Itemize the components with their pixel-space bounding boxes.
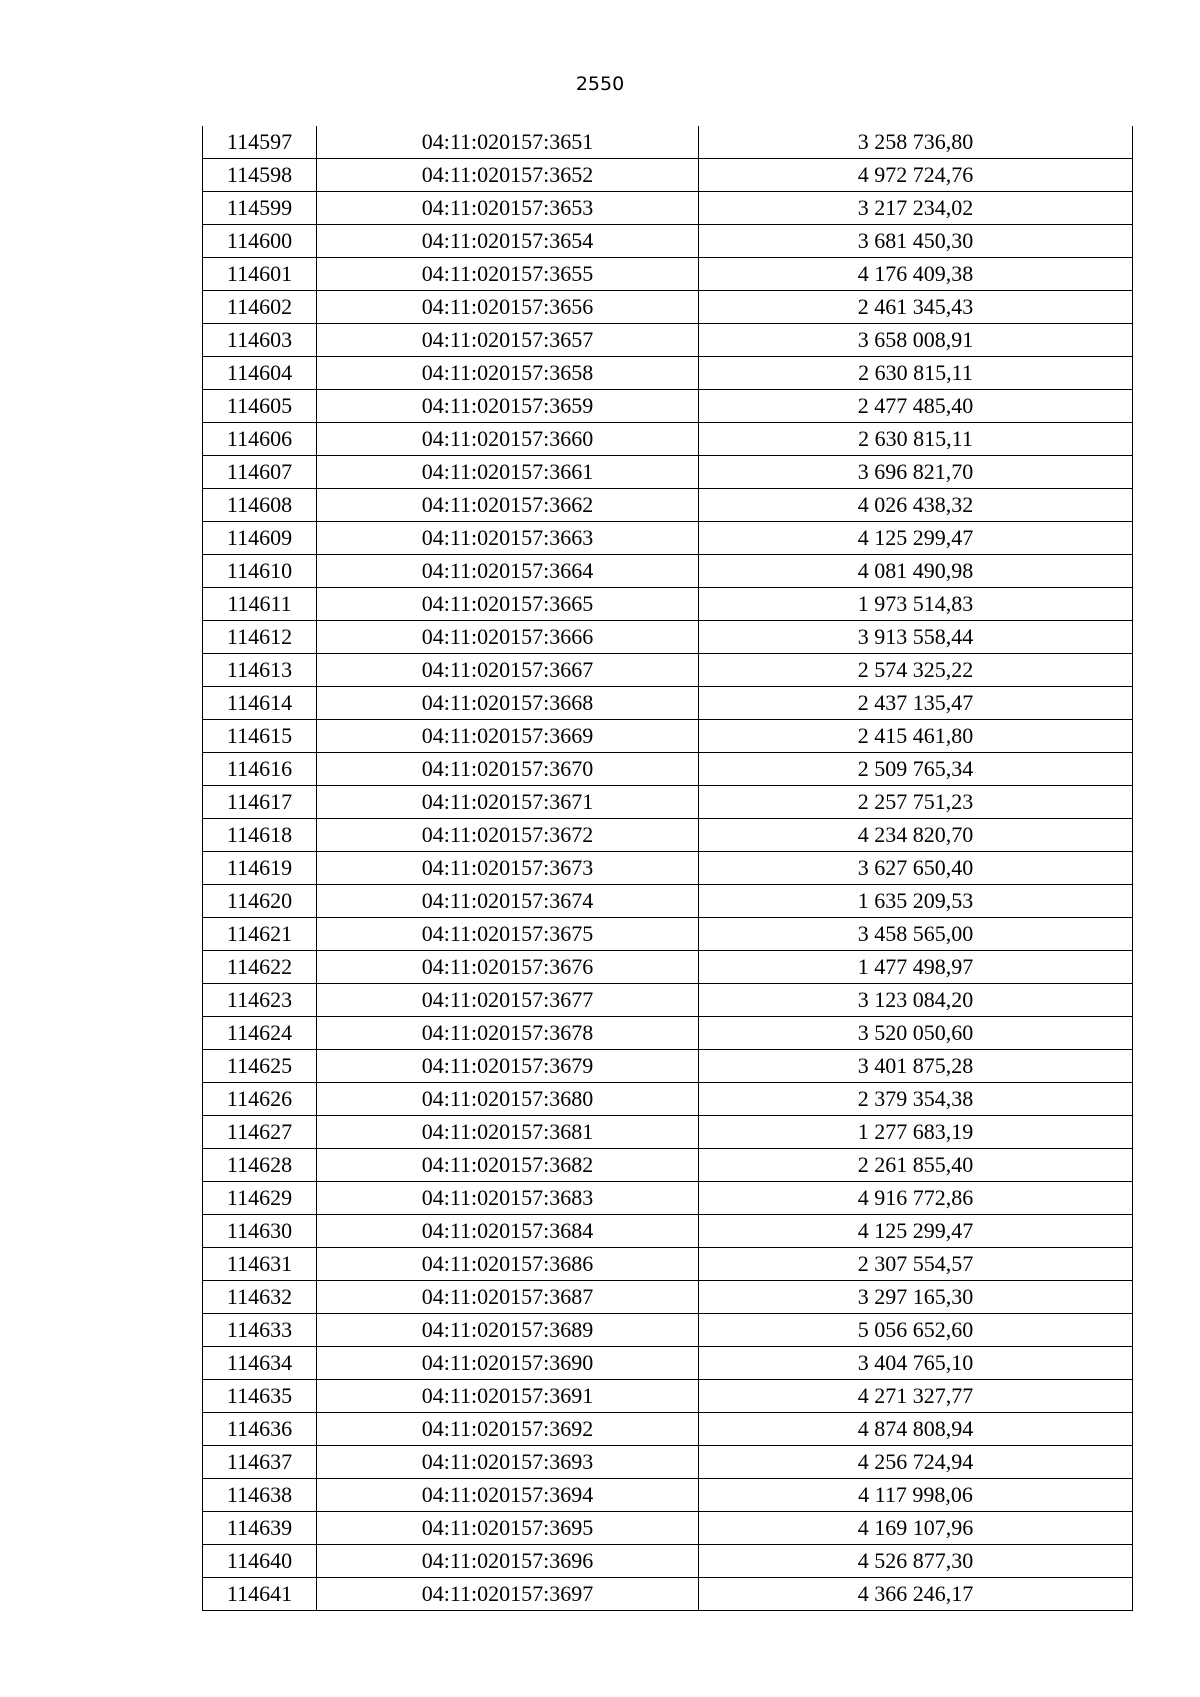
table-row [203, 588, 1133, 621]
cadastral-value-cell: 4 234 820,70 [699, 819, 1133, 852]
cadastral-number-cell: 04:11:020157:3690 [317, 1347, 699, 1380]
table-row [203, 918, 1133, 951]
cadastral-number-cell: 04:11:020157:3697 [317, 1578, 699, 1611]
cadastral-number-cell: 04:11:020157:3689 [317, 1314, 699, 1347]
table-row [203, 753, 1133, 786]
cadastral-value-cell: 3 258 736,80 [699, 126, 1133, 159]
row-number-cell: 114636 [203, 1413, 317, 1446]
table-row [203, 1512, 1133, 1545]
cadastral-number-cell: 04:11:020157:3675 [317, 918, 699, 951]
row-number-cell: 114621 [203, 918, 317, 951]
cadastral-value-cell: 3 217 234,02 [699, 192, 1133, 225]
row-number-cell: 114622 [203, 951, 317, 984]
table-row [203, 621, 1133, 654]
row-number-cell: 114625 [203, 1050, 317, 1083]
cadastral-number-cell: 04:11:020157:3677 [317, 984, 699, 1017]
row-number-cell: 114623 [203, 984, 317, 1017]
row-number-cell: 114606 [203, 423, 317, 456]
table-row [203, 291, 1133, 324]
row-number-cell: 114611 [203, 588, 317, 621]
cadastral-value-cell: 2 307 554,57 [699, 1248, 1133, 1281]
cadastral-number-cell: 04:11:020157:3681 [317, 1116, 699, 1149]
row-number-cell: 114618 [203, 819, 317, 852]
cadastral-value-cell: 1 477 498,97 [699, 951, 1133, 984]
table-row [203, 951, 1133, 984]
cadastral-number-cell: 04:11:020157:3663 [317, 522, 699, 555]
row-number-cell: 114609 [203, 522, 317, 555]
table-row [203, 1083, 1133, 1116]
cadastral-number-cell: 04:11:020157:3659 [317, 390, 699, 423]
cadastral-number-cell: 04:11:020157:3678 [317, 1017, 699, 1050]
table-row [203, 1578, 1133, 1611]
table-row [203, 1347, 1133, 1380]
row-number-cell: 114639 [203, 1512, 317, 1545]
cadastral-number-cell: 04:11:020157:3651 [317, 126, 699, 159]
row-number-cell: 114603 [203, 324, 317, 357]
table-row [203, 225, 1133, 258]
row-number-cell: 114612 [203, 621, 317, 654]
table-row [203, 687, 1133, 720]
cadastral-value-cell: 5 056 652,60 [699, 1314, 1133, 1347]
cadastral-value-cell: 3 401 875,28 [699, 1050, 1133, 1083]
cadastral-value-cell: 3 520 050,60 [699, 1017, 1133, 1050]
cadastral-value-cell: 3 696 821,70 [699, 456, 1133, 489]
table-row [203, 720, 1133, 753]
table-row [203, 819, 1133, 852]
cadastral-number-cell: 04:11:020157:3682 [317, 1149, 699, 1182]
table-row [203, 1215, 1133, 1248]
cadastral-number-cell: 04:11:020157:3661 [317, 456, 699, 489]
cadastral-number-cell: 04:11:020157:3696 [317, 1545, 699, 1578]
cadastral-value-cell: 3 681 450,30 [699, 225, 1133, 258]
cadastral-number-cell: 04:11:020157:3662 [317, 489, 699, 522]
cadastral-number-cell: 04:11:020157:3683 [317, 1182, 699, 1215]
cadastral-value-cell: 3 658 008,91 [699, 324, 1133, 357]
cadastral-number-cell: 04:11:020157:3658 [317, 357, 699, 390]
table-row [203, 654, 1133, 687]
table-row [203, 1380, 1133, 1413]
cadastral-value-cell: 4 256 724,94 [699, 1446, 1133, 1479]
table-row [203, 1314, 1133, 1347]
table-row [203, 555, 1133, 588]
table-row [203, 1446, 1133, 1479]
cadastral-value-cell: 4 366 246,17 [699, 1578, 1133, 1611]
row-number-cell: 114619 [203, 852, 317, 885]
table-row [203, 1182, 1133, 1215]
cadastral-value-cell: 4 526 877,30 [699, 1545, 1133, 1578]
cadastral-number-cell: 04:11:020157:3679 [317, 1050, 699, 1083]
row-number-cell: 114632 [203, 1281, 317, 1314]
row-number-cell: 114602 [203, 291, 317, 324]
cadastral-value-cell: 4 271 327,77 [699, 1380, 1133, 1413]
table-row [203, 786, 1133, 819]
cadastral-number-cell: 04:11:020157:3684 [317, 1215, 699, 1248]
cadastral-number-cell: 04:11:020157:3656 [317, 291, 699, 324]
table-row [203, 258, 1133, 291]
cadastral-number-cell: 04:11:020157:3672 [317, 819, 699, 852]
cadastral-value-cell: 2 415 461,80 [699, 720, 1133, 753]
table-row [203, 126, 1133, 159]
cadastral-value-cell: 4 081 490,98 [699, 555, 1133, 588]
row-number-cell: 114627 [203, 1116, 317, 1149]
table-row [203, 984, 1133, 1017]
cadastral-value-cell: 2 477 485,40 [699, 390, 1133, 423]
table-row [203, 1116, 1133, 1149]
row-number-cell: 114633 [203, 1314, 317, 1347]
cadastral-number-cell: 04:11:020157:3691 [317, 1380, 699, 1413]
cadastral-value-cell: 3 627 650,40 [699, 852, 1133, 885]
cadastral-value-cell: 2 261 855,40 [699, 1149, 1133, 1182]
cadastral-value-cell: 3 404 765,10 [699, 1347, 1133, 1380]
cadastral-value-cell: 2 630 815,11 [699, 357, 1133, 390]
cadastral-value-cell: 2 379 354,38 [699, 1083, 1133, 1116]
table-row [203, 852, 1133, 885]
row-number-cell: 114617 [203, 786, 317, 819]
cadastral-number-cell: 04:11:020157:3655 [317, 258, 699, 291]
row-number-cell: 114637 [203, 1446, 317, 1479]
table-row [203, 1017, 1133, 1050]
row-number-cell: 114613 [203, 654, 317, 687]
table-body [203, 126, 1133, 1611]
table-row [203, 1479, 1133, 1512]
cadastral-number-cell: 04:11:020157:3667 [317, 654, 699, 687]
cadastral-number-cell: 04:11:020157:3673 [317, 852, 699, 885]
row-number-cell: 114628 [203, 1149, 317, 1182]
cadastral-value-cell: 4 916 772,86 [699, 1182, 1133, 1215]
table-row [203, 1545, 1133, 1578]
table-row [203, 423, 1133, 456]
cadastral-number-cell: 04:11:020157:3695 [317, 1512, 699, 1545]
row-number-cell: 114631 [203, 1248, 317, 1281]
row-number-cell: 114629 [203, 1182, 317, 1215]
row-number-cell: 114634 [203, 1347, 317, 1380]
cadastral-number-cell: 04:11:020157:3686 [317, 1248, 699, 1281]
row-number-cell: 114601 [203, 258, 317, 291]
cadastral-number-cell: 04:11:020157:3676 [317, 951, 699, 984]
table-row [203, 324, 1133, 357]
cadastral-value-cell: 2 461 345,43 [699, 291, 1133, 324]
table-row [203, 1149, 1133, 1182]
cadastral-number-cell: 04:11:020157:3668 [317, 687, 699, 720]
table-row [203, 1248, 1133, 1281]
cadastral-number-cell: 04:11:020157:3670 [317, 753, 699, 786]
row-number-cell: 114641 [203, 1578, 317, 1611]
row-number-cell: 114615 [203, 720, 317, 753]
table-row [203, 192, 1133, 225]
table-row [203, 1281, 1133, 1314]
row-number-cell: 114640 [203, 1545, 317, 1578]
row-number-cell: 114597 [203, 126, 317, 159]
row-number-cell: 114616 [203, 753, 317, 786]
cadastral-value-cell: 4 874 808,94 [699, 1413, 1133, 1446]
cadastral-value-cell: 4 972 724,76 [699, 159, 1133, 192]
cadastral-value-cell: 1 635 209,53 [699, 885, 1133, 918]
cadastral-value-cell: 2 630 815,11 [699, 423, 1133, 456]
row-number-cell: 114600 [203, 225, 317, 258]
cadastral-value-cell: 3 123 084,20 [699, 984, 1133, 1017]
cadastral-number-cell: 04:11:020157:3654 [317, 225, 699, 258]
table-row [203, 456, 1133, 489]
row-number-cell: 114599 [203, 192, 317, 225]
row-number-cell: 114626 [203, 1083, 317, 1116]
cadastral-value-cell: 2 574 325,22 [699, 654, 1133, 687]
table-row [203, 1413, 1133, 1446]
table-row [203, 390, 1133, 423]
table-row [203, 159, 1133, 192]
row-number-cell: 114624 [203, 1017, 317, 1050]
cadastral-number-cell: 04:11:020157:3657 [317, 324, 699, 357]
cadastral-number-cell: 04:11:020157:3694 [317, 1479, 699, 1512]
cadastral-number-cell: 04:11:020157:3680 [317, 1083, 699, 1116]
cadastral-number-cell: 04:11:020157:3660 [317, 423, 699, 456]
cadastral-value-cell: 3 913 558,44 [699, 621, 1133, 654]
row-number-cell: 114638 [203, 1479, 317, 1512]
cadastral-value-cell: 3 297 165,30 [699, 1281, 1133, 1314]
page-number: 2550 [575, 73, 625, 95]
cadastral-value-cell: 1 277 683,19 [699, 1116, 1133, 1149]
row-number-cell: 114620 [203, 885, 317, 918]
cadastral-value-cell: 3 458 565,00 [699, 918, 1133, 951]
cadastral-number-cell: 04:11:020157:3687 [317, 1281, 699, 1314]
table-row [203, 357, 1133, 390]
cadastral-number-cell: 04:11:020157:3652 [317, 159, 699, 192]
cadastral-value-table [202, 126, 1133, 1611]
row-number-cell: 114630 [203, 1215, 317, 1248]
cadastral-number-cell: 04:11:020157:3665 [317, 588, 699, 621]
cadastral-value-cell: 2 509 765,34 [699, 753, 1133, 786]
cadastral-value-cell: 2 437 135,47 [699, 687, 1133, 720]
cadastral-value-cell: 1 973 514,83 [699, 588, 1133, 621]
cadastral-number-cell: 04:11:020157:3693 [317, 1446, 699, 1479]
cadastral-number-cell: 04:11:020157:3664 [317, 555, 699, 588]
table-row [203, 489, 1133, 522]
cadastral-value-cell: 4 169 107,96 [699, 1512, 1133, 1545]
table-row [203, 885, 1133, 918]
cadastral-number-cell: 04:11:020157:3653 [317, 192, 699, 225]
cadastral-value-cell: 4 125 299,47 [699, 522, 1133, 555]
row-number-cell: 114604 [203, 357, 317, 390]
cadastral-number-cell: 04:11:020157:3674 [317, 885, 699, 918]
row-number-cell: 114605 [203, 390, 317, 423]
cadastral-number-cell: 04:11:020157:3669 [317, 720, 699, 753]
row-number-cell: 114607 [203, 456, 317, 489]
row-number-cell: 114608 [203, 489, 317, 522]
row-number-cell: 114610 [203, 555, 317, 588]
table-row [203, 1050, 1133, 1083]
cadastral-value-cell: 4 026 438,32 [699, 489, 1133, 522]
cadastral-value-cell: 4 125 299,47 [699, 1215, 1133, 1248]
row-number-cell: 114598 [203, 159, 317, 192]
cadastral-number-cell: 04:11:020157:3666 [317, 621, 699, 654]
cadastral-number-cell: 04:11:020157:3671 [317, 786, 699, 819]
table-row [203, 522, 1133, 555]
row-number-cell: 114635 [203, 1380, 317, 1413]
cadastral-value-cell: 4 176 409,38 [699, 258, 1133, 291]
cadastral-number-cell: 04:11:020157:3692 [317, 1413, 699, 1446]
row-number-cell: 114614 [203, 687, 317, 720]
cadastral-value-cell: 4 117 998,06 [699, 1479, 1133, 1512]
cadastral-value-cell: 2 257 751,23 [699, 786, 1133, 819]
